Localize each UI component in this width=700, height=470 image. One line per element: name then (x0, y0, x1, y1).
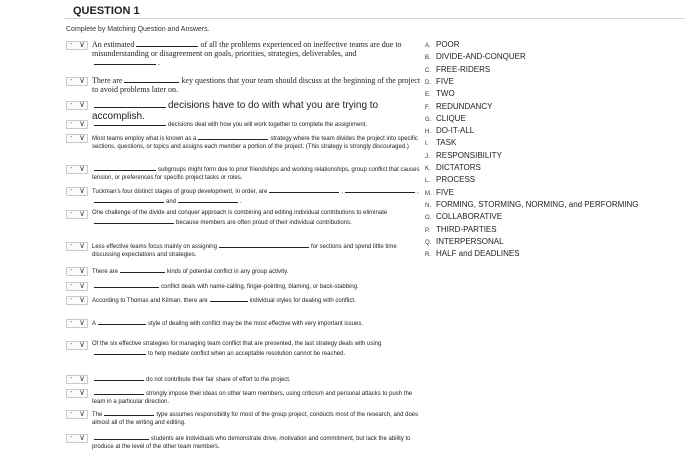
instructions: Complete by Matching Question and Answers. (66, 26, 210, 33)
select-value: - (70, 319, 73, 326)
question-fragment: There are (92, 269, 119, 275)
question-fragment: kinds of potential conflict in any group activity. (167, 269, 289, 275)
answer-option (425, 89, 455, 98)
chevron-down-icon: ∨ (79, 409, 85, 418)
answer-blank (94, 348, 146, 355)
answer-text: DIVIDE-AND-CONQUER (436, 52, 526, 62)
question-fragment: for sections and spend little time discussing expectations and strategies. (92, 244, 397, 258)
question-text (92, 374, 422, 384)
answer-text: FREE-RIDERS (436, 64, 491, 74)
question-fragment: . (240, 199, 242, 205)
chevron-down-icon: ∨ (79, 209, 85, 218)
answer-text: FORMING, STORMING, NORMING, and PERFORMING (436, 199, 639, 209)
answer-letter: M. (425, 190, 432, 197)
answer-option (425, 126, 474, 135)
question-text (92, 119, 422, 129)
answer-option (425, 151, 502, 160)
answer-select[interactable] (66, 77, 88, 86)
chevron-down-icon: ∨ (79, 186, 85, 195)
answer-select[interactable] (66, 101, 88, 110)
answer-option (425, 77, 454, 86)
answer-select[interactable] (66, 187, 88, 196)
answer-option (425, 249, 520, 258)
answer-option (425, 65, 490, 74)
select-value: - (70, 41, 73, 48)
question-fragment: , (417, 189, 419, 195)
select-value: - (70, 267, 73, 274)
answer-blank (210, 295, 248, 302)
select-value: - (70, 296, 73, 303)
answer-select[interactable] (66, 242, 88, 251)
answer-text: RESPONSIBILITY (436, 150, 502, 160)
question-text (92, 281, 422, 291)
answer-select[interactable] (66, 120, 88, 129)
answer-text: DICTATORS (436, 163, 481, 172)
answer-blank (269, 186, 339, 193)
answer-select[interactable] (66, 434, 88, 443)
answer-option (425, 40, 460, 49)
select-value: - (70, 389, 73, 396)
answer-blank (178, 196, 238, 203)
answer-option (425, 163, 481, 172)
question-fragment: key questions that your team should discuss at the beginning of the project to avoid problems later on. (92, 76, 421, 94)
answer-letter: P. (425, 227, 430, 234)
select-value: - (70, 282, 73, 289)
question-fragment: strongly impose their ideas on other team members, using criticism and personal attacks to push the team in a particular direction. (92, 391, 413, 405)
answer-letter: N. (425, 202, 431, 209)
answer-select[interactable] (66, 296, 88, 305)
answer-text: PROCESS (436, 175, 476, 185)
answer-blank (94, 196, 164, 203)
answer-blank (219, 241, 309, 248)
answer-letter: A. (425, 43, 431, 49)
answer-blank (94, 388, 144, 395)
answer-letter: D. (425, 79, 431, 86)
answer-blank (94, 374, 144, 381)
answer-letter: R. (425, 252, 431, 259)
answer-blank (124, 76, 179, 83)
answer-blank (136, 40, 198, 47)
answer-blank (94, 119, 166, 126)
answer-select[interactable] (66, 134, 88, 143)
answer-letter: G. (425, 116, 432, 123)
answer-text: FIVE (436, 76, 454, 86)
question-fragment: students are individuals who demonstrate drive, motivation and commitment, but lack the ability to produce at the level of the other team members. (92, 436, 411, 450)
question-text (92, 318, 422, 328)
question-fragment: Most teams employ what is known as a (92, 136, 197, 142)
question-text (92, 209, 422, 227)
select-value: - (70, 242, 73, 249)
chevron-down-icon: ∨ (79, 164, 85, 173)
select-value: - (70, 434, 73, 441)
answer-text: FIVE (436, 187, 454, 197)
question-fragment: because members are often proud of their individual contributions. (176, 220, 352, 226)
chevron-down-icon: ∨ (79, 119, 85, 128)
answer-option (425, 114, 466, 123)
chevron-down-icon: ∨ (79, 266, 85, 275)
question-fragment: of all the problems experienced on ineffective teams are due to misunderstanding or disagreement on goals, priorities, strategies, deliverables, and (92, 40, 402, 58)
answer-option (425, 188, 454, 197)
answer-select[interactable] (66, 341, 88, 350)
answer-option (425, 175, 475, 184)
answer-select[interactable] (66, 41, 88, 50)
question-fragment: There are (92, 76, 123, 85)
chevron-down-icon: ∨ (79, 241, 85, 250)
answer-letter: I. (425, 141, 429, 148)
answer-letter: O. (425, 215, 432, 222)
select-value: - (70, 375, 73, 382)
question-fragment: to help mediate conflict when an acceptable resolution cannot be reached. (148, 351, 346, 357)
question-fragment: Less effective teams focus mainly on assigning (92, 244, 217, 250)
question-fragment: individual styles for dealing with conflict. (249, 298, 356, 304)
answer-option (425, 200, 639, 209)
select-value: - (70, 187, 73, 194)
answer-letter: H. (425, 129, 431, 136)
answer-blank (94, 433, 149, 440)
answer-blank (94, 164, 156, 171)
question-fragment: strategy where the team divides the project into specific sections, questions, or topics and assigns each member a portion of the project. (This strategy is strongly discouraged.) (92, 136, 418, 150)
answer-text: INTERPERSONAL (436, 236, 504, 246)
answer-select[interactable] (66, 165, 88, 174)
chevron-down-icon: ∨ (79, 388, 85, 397)
answer-letter: Q. (425, 239, 432, 246)
answer-select[interactable] (66, 375, 88, 384)
chevron-down-icon: ∨ (79, 133, 85, 142)
answer-letter: J. (425, 153, 430, 160)
answer-letter: K. (425, 166, 431, 172)
answer-text: TASK (436, 138, 457, 148)
select-value: - (70, 165, 73, 172)
question-text (92, 340, 422, 358)
answer-select[interactable] (66, 282, 88, 291)
select-value: - (70, 77, 73, 84)
answer-option (425, 102, 492, 111)
answer-letter: B. (425, 55, 431, 62)
answer-option (425, 225, 497, 234)
answer-option (425, 138, 456, 147)
chevron-down-icon: ∨ (79, 340, 85, 349)
question-text (92, 186, 422, 206)
question-fragment: According to Thomas and Kilman, there are (92, 298, 208, 304)
select-value: - (70, 341, 73, 348)
answer-text: THIRD-PARTIES (436, 224, 497, 234)
select-value: - (70, 134, 73, 141)
chevron-down-icon: ∨ (79, 295, 85, 304)
answer-text: COLLABORATIVE (436, 212, 503, 222)
question-text (92, 409, 422, 427)
heading-divider (65, 18, 685, 19)
question-fragment: conflict deals with name-calling, finger-pointing, blaming, or back-stabbing. (161, 284, 359, 290)
question-fragment: Of the six effective strategies for managing team conflict that are presented, the last strategy deals with using (92, 341, 382, 347)
question-fragment: An estimated (92, 40, 135, 49)
question-text (92, 433, 422, 451)
answer-text: POOR (436, 40, 460, 49)
answer-blank (104, 409, 154, 416)
question-fragment: . (158, 58, 160, 67)
question-text (92, 295, 422, 305)
question-fragment: decisions deal with how you will work together to complete the assignment. (168, 122, 368, 128)
question-text (92, 241, 422, 259)
question-fragment: decisions have to do with what you are trying to accomplish. (92, 100, 379, 122)
answer-select[interactable] (66, 410, 88, 419)
chevron-down-icon: ∨ (79, 318, 85, 327)
answer-blank (94, 217, 174, 224)
answer-blank (94, 58, 156, 65)
select-value: - (70, 210, 73, 217)
question-fragment: and (166, 199, 177, 205)
question-text (92, 133, 422, 151)
question-text (92, 388, 422, 406)
question-fragment: One challenge of the divide and conquer approach is combining and editing individual contributions to eliminate (92, 210, 388, 216)
answer-option (425, 52, 526, 61)
question-fragment: type assumes responsibility for most of the group project, conducts most of the research, and does almost all of the writing and editing. (92, 412, 419, 426)
select-value: - (70, 410, 73, 417)
answer-blank (345, 186, 415, 193)
chevron-down-icon: ∨ (79, 100, 85, 109)
chevron-down-icon: ∨ (79, 40, 85, 49)
answer-text: HALF and DEADLINES (436, 249, 520, 259)
answer-select[interactable] (66, 210, 88, 219)
question-fragment: do not contribute their fair share of effort to the project. (146, 377, 291, 383)
answer-blank (94, 281, 159, 288)
question-text (92, 266, 422, 276)
answer-text: DO-IT-ALL (436, 126, 475, 136)
question-fragment: A (92, 321, 97, 327)
answer-letter: L. (425, 178, 431, 185)
chevron-down-icon: ∨ (79, 374, 85, 383)
question-fragment: style of dealing with conflict may be the most effective with very important issues. (148, 321, 363, 327)
answer-letter: F. (425, 104, 430, 111)
question-heading: QUESTION 1 (73, 5, 140, 17)
question-fragment: , (341, 189, 344, 195)
question-text (92, 164, 422, 182)
question-text (92, 40, 422, 67)
answer-option (425, 237, 504, 246)
question-fragment: The (92, 412, 103, 418)
answer-letter: E. (425, 92, 431, 99)
question-fragment: subgroups might form due to prior friendships and working relationships, group conflict that causes tension, or preferences for specific project tasks or roles. (92, 167, 420, 181)
answer-blank (98, 318, 146, 325)
answer-text: CLIQUE (436, 113, 466, 123)
answer-option (425, 212, 502, 221)
chevron-down-icon: ∨ (79, 76, 85, 85)
answer-text: TWO (436, 89, 455, 99)
select-value: - (70, 101, 73, 108)
answer-text: REDUNDANCY (436, 101, 493, 111)
answer-blank (120, 266, 165, 273)
chevron-down-icon: ∨ (79, 281, 85, 290)
answer-blank (94, 101, 166, 108)
answer-select[interactable] (66, 267, 88, 276)
select-value: - (70, 120, 73, 127)
answer-blank (198, 133, 268, 140)
answer-select[interactable] (66, 389, 88, 398)
question-fragment: Tuckman's four distinct stages of group development, in order, are (92, 189, 268, 195)
answer-select[interactable] (66, 319, 88, 328)
chevron-down-icon: ∨ (79, 433, 85, 442)
question-text (92, 76, 422, 94)
answer-letter: C. (425, 67, 431, 74)
